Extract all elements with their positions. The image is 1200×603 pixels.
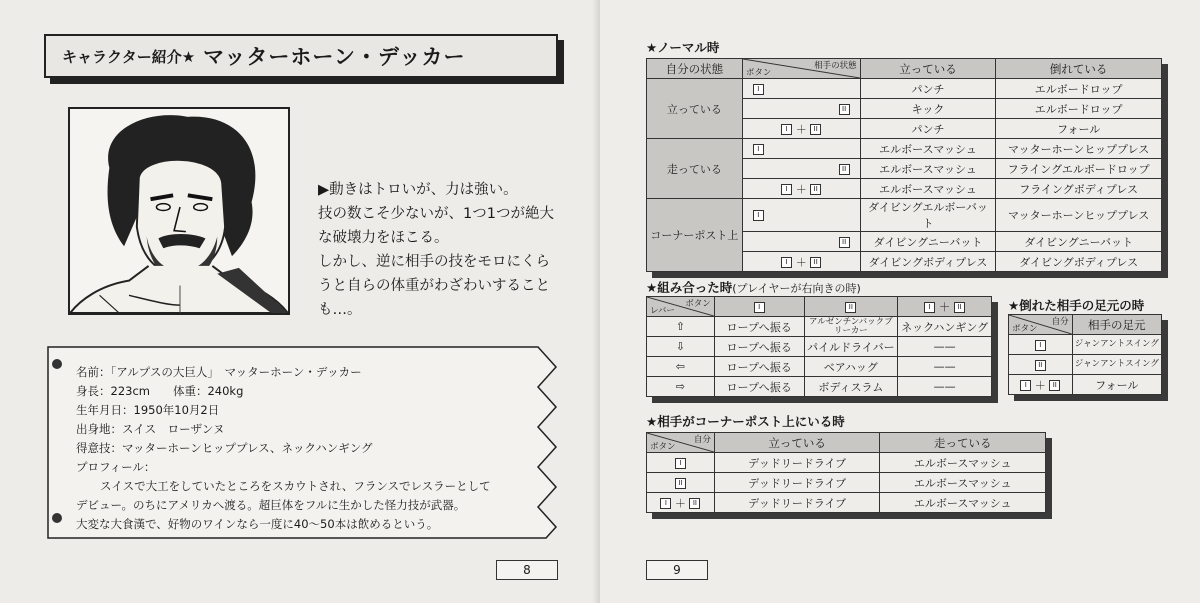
- move-cell: ダイビングニーバット: [860, 232, 996, 252]
- move-cell: ロープへ振る: [714, 337, 804, 357]
- description-line: しかし、逆に相手の技をモロにくら: [318, 254, 550, 270]
- move-cell: エルボードロップ: [996, 99, 1162, 119]
- down-moves-table: [1008, 314, 1162, 395]
- opponent-feet-header: 相手の足元: [1072, 315, 1161, 335]
- button-ii-icon: II: [675, 478, 686, 489]
- move-cell: ダイビングボディプレス: [860, 252, 996, 272]
- button-i-icon: I: [754, 302, 765, 313]
- corner-top-label: 自分: [693, 435, 711, 445]
- down-section-title: ★倒れた相手の足元の時: [1008, 298, 1145, 313]
- button-cell: [742, 232, 860, 252]
- button-i-icon: I: [660, 498, 671, 509]
- button-col-header: I ＋ II: [898, 297, 992, 317]
- grapple-title-note: (プレイヤーが右向きの時): [732, 282, 861, 295]
- opponent-down-header: 倒れている: [996, 59, 1162, 79]
- description-line: うと自らの体重がわざわいすることも…。: [318, 278, 550, 318]
- button-cell: [1009, 355, 1073, 375]
- button-ii-icon: II: [689, 498, 700, 509]
- move-cell: デッドリードライブ: [714, 473, 880, 493]
- button-cell: [742, 99, 860, 119]
- move-cell: ダイビングエルボーバット: [860, 199, 996, 232]
- table-row: [647, 79, 1162, 99]
- move-cell: デッドリードライブ: [714, 453, 880, 473]
- button-cell: [742, 139, 860, 159]
- state-cell: コーナーポスト上: [647, 199, 743, 272]
- description-line: 技の数こそ少ないが、1つ1つが絶大: [318, 206, 554, 222]
- move-cell: アルゼンチンバックブリーカー: [804, 317, 898, 337]
- table-row: [1009, 335, 1162, 355]
- lever-right-icon: ⇨: [647, 377, 715, 397]
- table-row: [647, 317, 992, 337]
- profile-name: 名前：「アルプスの大巨人」 マッターホーン・デッカー: [76, 365, 362, 379]
- table-row: [647, 493, 1046, 513]
- lever-down-icon: ⇩: [647, 337, 715, 357]
- button-cell: I ＋ II: [742, 252, 860, 272]
- move-cell: デッドリードライブ: [714, 493, 880, 513]
- table-header-row: [647, 59, 1162, 79]
- button-ii-icon: II: [845, 302, 856, 313]
- corner-section-title: ★相手がコーナーポスト上にいる時: [646, 414, 845, 429]
- profile-card: [46, 345, 546, 540]
- button-cell: [742, 79, 860, 99]
- corner-bottom-label: ボタン: [745, 68, 772, 78]
- button-cell: I ＋ II: [1009, 375, 1073, 395]
- move-cell: パンチ: [860, 79, 996, 99]
- corner-bottom-label: ボタン: [1012, 324, 1038, 334]
- move-cell: エルボースマッシュ: [860, 179, 996, 199]
- profile-body: 身長：223cm 体重：240kg: [76, 384, 244, 398]
- move-cell: ロープへ振る: [714, 357, 804, 377]
- button-ii-icon: II: [810, 184, 821, 195]
- table-header-row: [1009, 315, 1162, 335]
- lever-up-icon: ⇧: [647, 317, 715, 337]
- character-description: [318, 178, 558, 322]
- move-cell: エルボードロップ: [996, 79, 1162, 99]
- binder-ring-icon: [52, 359, 62, 369]
- corner-bottom-label: レバー: [650, 306, 675, 316]
- table-row: [1009, 375, 1162, 395]
- right-page: [600, 0, 1200, 603]
- table-row: [647, 139, 1162, 159]
- move-cell: マッターホーンヒッププレス: [996, 199, 1162, 232]
- profile-content: [76, 363, 556, 534]
- opponent-standing-header: 立っている: [860, 59, 996, 79]
- table-row: [647, 357, 992, 377]
- state-cell: 立っている: [647, 79, 743, 139]
- move-cell: パイルドライバー: [804, 337, 898, 357]
- button-cell: [1009, 335, 1073, 355]
- corner-header: [1009, 315, 1073, 335]
- corner-header: [647, 433, 715, 453]
- state-cell: 走っている: [647, 139, 743, 199]
- button-cell: I ＋ II: [742, 179, 860, 199]
- table-row: [647, 199, 1162, 232]
- button-ii-icon: II: [954, 302, 965, 313]
- button-i-icon: I: [924, 302, 935, 313]
- table-header-row: [647, 433, 1046, 453]
- table-row: [647, 377, 992, 397]
- profile-text-line: スイスで大工をしていたところをスカウトされ、フランスでレスラーとして: [100, 479, 491, 493]
- button-cell: [647, 473, 715, 493]
- button-i-icon: I: [753, 210, 764, 221]
- button-cell: I ＋ II: [647, 493, 715, 513]
- page-number: 9: [646, 560, 708, 580]
- button-i-icon: I: [781, 257, 792, 268]
- button-ii-icon: II: [1049, 380, 1060, 391]
- table-row: [647, 473, 1046, 493]
- button-ii-icon: II: [839, 237, 850, 248]
- move-cell: ロープへ振る: [714, 377, 804, 397]
- move-cell: ボディスラム: [804, 377, 898, 397]
- move-cell: パンチ: [860, 119, 996, 139]
- grapple-title: ★組み合った時: [646, 280, 733, 295]
- description-line: な破壊力をほこる。: [318, 230, 449, 246]
- binder-ring-icon: [52, 513, 62, 523]
- move-cell: ——: [898, 377, 992, 397]
- move-cell: エルボースマッシュ: [860, 139, 996, 159]
- profile-birthday: 生年月日：1950年10月2日: [76, 403, 220, 417]
- button-i-icon: I: [1020, 380, 1031, 391]
- move-cell: ベアハッグ: [804, 357, 898, 377]
- move-cell: ネックハンギング: [898, 317, 992, 337]
- normal-moves-table: [646, 58, 1162, 272]
- description-line: ▶動きはトロいが、力は強い。: [318, 182, 518, 198]
- corner-top-label: 自分: [1051, 317, 1069, 327]
- table-header-row: [647, 297, 992, 317]
- move-cell: フライングエルボードロップ: [996, 159, 1162, 179]
- corner-top-label: 相手の状態: [814, 61, 857, 71]
- self-state-header: 自分の状態: [647, 59, 743, 79]
- button-i-icon: I: [781, 124, 792, 135]
- grapple-moves-table: [646, 296, 992, 397]
- self-standing-header: 立っている: [714, 433, 880, 453]
- move-cell: ——: [898, 357, 992, 377]
- button-cell: I ＋ II: [742, 119, 860, 139]
- button-i-icon: I: [753, 84, 764, 95]
- button-ii-icon: II: [1035, 360, 1046, 371]
- profile-text-line: デビュー。のちにアメリカへ渡る。超巨体をフルに生かした怪力技が武器。: [76, 498, 466, 512]
- grapple-section-title: [646, 278, 861, 296]
- profile-label: プロフィール：: [76, 460, 156, 474]
- move-cell: ロープへ振る: [714, 317, 804, 337]
- button-ii-icon: II: [810, 257, 821, 268]
- character-portrait: [68, 107, 290, 315]
- button-cell: [647, 453, 715, 473]
- move-cell: エルボースマッシュ: [880, 493, 1046, 513]
- button-i-icon: I: [781, 184, 792, 195]
- button-ii-icon: II: [839, 104, 850, 115]
- button-col-header: [714, 297, 804, 317]
- table-row: [647, 337, 992, 357]
- corner-bottom-label: ボタン: [650, 442, 676, 452]
- profile-birthplace: 出身地：スイス ローザンヌ: [76, 422, 225, 436]
- character-name: マッターホーン・デッカー: [203, 45, 466, 69]
- profile-text-line: 大変な大食漢で、好物のワインなら一度に40～50本は飲めるという。: [76, 517, 439, 531]
- button-ii-icon: II: [839, 164, 850, 175]
- profile-specialty: 得意技：マッターホーンヒッププレス、ネックハンギング: [76, 441, 373, 455]
- button-i-icon: I: [1035, 340, 1046, 351]
- button-cell: [742, 159, 860, 179]
- corner-top-label: ボタン: [685, 299, 711, 309]
- corner-header: [742, 59, 860, 79]
- move-cell: キック: [860, 99, 996, 119]
- button-ii-icon: II: [810, 124, 821, 135]
- table-row: [647, 453, 1046, 473]
- title-prefix: キャラクター紹介★: [62, 47, 196, 66]
- move-cell: フライングボディプレス: [996, 179, 1162, 199]
- move-cell: ジャンアントスイング: [1072, 355, 1161, 375]
- table-row: [1009, 355, 1162, 375]
- wrestler-illustration: [70, 109, 288, 313]
- move-cell: フォール: [996, 119, 1162, 139]
- move-cell: マッターホーンヒッププレス: [996, 139, 1162, 159]
- self-running-header: 走っている: [880, 433, 1046, 453]
- normal-section-title: ★ノーマル時: [646, 40, 720, 55]
- corner-moves-table: [646, 432, 1046, 513]
- move-cell: フォール: [1072, 375, 1161, 395]
- move-cell: ダイビングニーバット: [996, 232, 1162, 252]
- move-cell: ——: [898, 337, 992, 357]
- page-number: 8: [496, 560, 558, 580]
- corner-header: [647, 297, 715, 317]
- move-cell: ジャンアントスイング: [1072, 335, 1161, 355]
- button-i-icon: I: [753, 144, 764, 155]
- move-cell: ダイビングボディプレス: [996, 252, 1162, 272]
- lever-left-icon: ⇦: [647, 357, 715, 377]
- button-col-header: [804, 297, 898, 317]
- move-cell: エルボースマッシュ: [860, 159, 996, 179]
- move-cell: エルボースマッシュ: [880, 453, 1046, 473]
- character-title-box: [44, 34, 558, 78]
- button-cell: [742, 199, 860, 232]
- button-i-icon: I: [675, 458, 686, 469]
- move-cell: エルボースマッシュ: [880, 473, 1046, 493]
